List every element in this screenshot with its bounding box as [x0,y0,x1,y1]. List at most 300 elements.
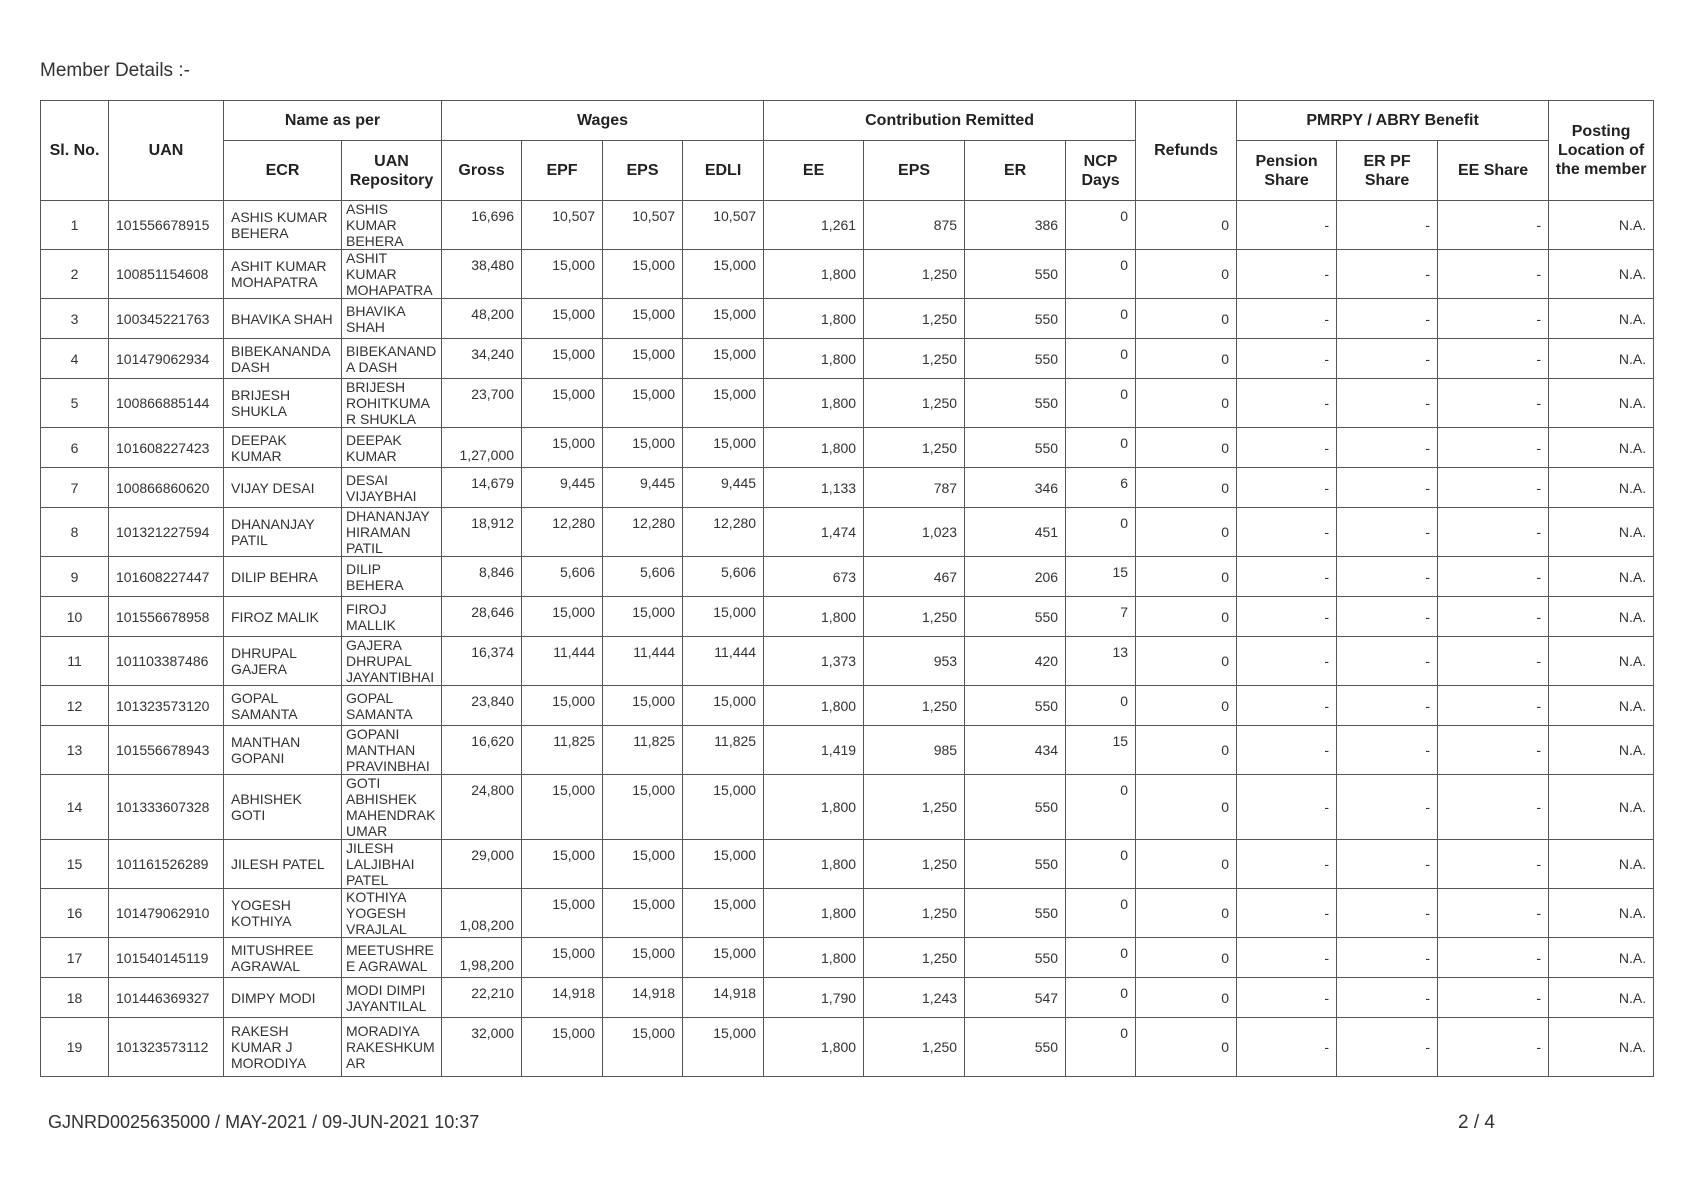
header-uan: UAN [109,101,224,201]
er-pf-share-cell: - [1337,840,1438,889]
ncp-days-cell: 0 [1066,250,1136,299]
table-row [41,726,1654,775]
posting-location-cell: N.A. [1549,938,1654,978]
ee-share-cell: - [1438,557,1549,597]
header-pmrpy-abry-benefit: PMRPY / ABRY Benefit [1237,101,1549,141]
refunds-cell: 0 [1136,637,1237,686]
posting-location-cell: N.A. [1549,840,1654,889]
edli-wages-cell: 15,000 [683,299,764,339]
er-pf-share-cell: - [1337,597,1438,637]
gross-wages-cell: 16,620 [442,726,522,775]
epf-wages-cell: 15,000 [522,840,603,889]
uan-cell: 101446369327 [109,978,224,1018]
table-row [41,840,1654,889]
uan-cell: 101321227594 [109,508,224,557]
ee-share-cell: - [1438,250,1549,299]
gross-wages-cell: 16,374 [442,637,522,686]
eps-wages-cell: 15,000 [603,840,683,889]
eps-contribution-cell: 1,250 [864,299,965,339]
refunds-cell: 0 [1136,557,1237,597]
sl-no-cell: 4 [41,339,109,379]
gross-wages-cell: 16,696 [442,201,522,250]
ee-share-cell: - [1438,840,1549,889]
header-ncp-days: NCP Days [1066,141,1136,201]
uan-cell: 100851154608 [109,250,224,299]
er-contribution-cell: 550 [965,889,1066,938]
table-row [41,978,1654,1018]
sl-no-cell: 12 [41,686,109,726]
posting-location-cell: N.A. [1549,379,1654,428]
posting-location-cell: N.A. [1549,726,1654,775]
uan-cell: 101608227447 [109,557,224,597]
ecr-name-cell: MANTHAN GOPANI [224,726,342,775]
er-pf-share-cell: - [1337,339,1438,379]
eps-wages-cell: 5,606 [603,557,683,597]
sl-no-cell: 6 [41,428,109,468]
ncp-days-cell: 0 [1066,379,1136,428]
edli-wages-cell: 5,606 [683,557,764,597]
epf-wages-cell: 14,918 [522,978,603,1018]
table-body [41,201,1654,1077]
uan-repository-name-cell: GAJERA DHRUPAL JAYANTIBHAI [342,637,442,686]
ncp-days-cell: 0 [1066,889,1136,938]
er-contribution-cell: 550 [965,379,1066,428]
refunds-cell: 0 [1136,468,1237,508]
er-contribution-cell: 420 [965,637,1066,686]
er-contribution-cell: 550 [965,938,1066,978]
uan-cell: 101556678915 [109,201,224,250]
uan-cell: 101479062934 [109,339,224,379]
ee-share-cell: - [1438,468,1549,508]
epf-wages-cell: 10,507 [522,201,603,250]
uan-cell: 101479062910 [109,889,224,938]
sl-no-cell: 13 [41,726,109,775]
pension-share-cell: - [1237,889,1337,938]
posting-location-cell: N.A. [1549,1018,1654,1077]
edli-wages-cell: 15,000 [683,597,764,637]
eps-contribution-cell: 1,250 [864,250,965,299]
sl-no-cell: 7 [41,468,109,508]
header-wages: Wages [442,101,764,141]
ee-contribution-cell: 1,800 [764,250,864,299]
epf-wages-cell: 15,000 [522,889,603,938]
header-er-pf-share: ER PF Share [1337,141,1438,201]
table-row [41,379,1654,428]
pension-share-cell: - [1237,775,1337,840]
er-contribution-cell: 550 [965,775,1066,840]
document-reference: GJNRD0025635000 / MAY-2021 / 09-JUN-2021 10:37 [48,1112,480,1132]
ncp-days-cell: 0 [1066,938,1136,978]
posting-location-cell: N.A. [1549,201,1654,250]
posting-location-cell: N.A. [1549,428,1654,468]
gross-wages-cell: 24,800 [442,775,522,840]
er-pf-share-cell: - [1337,557,1438,597]
eps-wages-cell: 15,000 [603,250,683,299]
header-gross: Gross [442,141,522,201]
ee-contribution-cell: 1,373 [764,637,864,686]
er-contribution-cell: 550 [965,686,1066,726]
sl-no-cell: 1 [41,201,109,250]
ee-share-cell: - [1438,299,1549,339]
refunds-cell: 0 [1136,508,1237,557]
ee-contribution-cell: 1,800 [764,889,864,938]
table-row [41,1018,1654,1077]
refunds-cell: 0 [1136,889,1237,938]
ee-share-cell: - [1438,428,1549,468]
pension-share-cell: - [1237,840,1337,889]
eps-contribution-cell: 1,250 [864,840,965,889]
header-ee: EE [764,141,864,201]
table-row [41,299,1654,339]
eps-contribution-cell: 1,243 [864,978,965,1018]
ncp-days-cell: 0 [1066,978,1136,1018]
header-name-as-per: Name as per [224,101,442,141]
ncp-days-cell: 0 [1066,201,1136,250]
ncp-days-cell: 6 [1066,468,1136,508]
refunds-cell: 0 [1136,840,1237,889]
eps-wages-cell: 15,000 [603,686,683,726]
eps-contribution-cell: 1,250 [864,889,965,938]
eps-contribution-cell: 985 [864,726,965,775]
edli-wages-cell: 15,000 [683,250,764,299]
gross-wages-cell: 8,846 [442,557,522,597]
edli-wages-cell: 12,280 [683,508,764,557]
gross-wages-cell: 1,08,200 [442,889,522,938]
epf-wages-cell: 15,000 [522,686,603,726]
eps-wages-cell: 9,445 [603,468,683,508]
posting-location-cell: N.A. [1549,339,1654,379]
ee-contribution-cell: 1,800 [764,379,864,428]
sl-no-cell: 17 [41,938,109,978]
eps-contribution-cell: 1,250 [864,686,965,726]
sl-no-cell: 8 [41,508,109,557]
edli-wages-cell: 11,825 [683,726,764,775]
er-contribution-cell: 434 [965,726,1066,775]
ee-contribution-cell: 1,800 [764,840,864,889]
er-contribution-cell: 550 [965,840,1066,889]
er-pf-share-cell: - [1337,299,1438,339]
eps-contribution-cell: 1,250 [864,428,965,468]
pension-share-cell: - [1237,1018,1337,1077]
table-row [41,468,1654,508]
pension-share-cell: - [1237,938,1337,978]
ecr-name-cell: ABHISHEK GOTI [224,775,342,840]
gross-wages-cell: 29,000 [442,840,522,889]
posting-location-cell: N.A. [1549,686,1654,726]
header-refunds: Refunds [1136,101,1237,201]
epf-wages-cell: 15,000 [522,299,603,339]
er-pf-share-cell: - [1337,889,1438,938]
eps-wages-cell: 11,825 [603,726,683,775]
ee-share-cell: - [1438,686,1549,726]
uan-repository-name-cell: BIBEKANAND A DASH [342,339,442,379]
er-contribution-cell: 550 [965,339,1066,379]
header-contribution-eps: EPS [864,141,965,201]
gross-wages-cell: 18,912 [442,508,522,557]
sl-no-cell: 10 [41,597,109,637]
ee-contribution-cell: 1,800 [764,1018,864,1077]
eps-contribution-cell: 1,250 [864,1018,965,1077]
ecr-name-cell: DHRUPAL GAJERA [224,637,342,686]
eps-wages-cell: 15,000 [603,299,683,339]
refunds-cell: 0 [1136,428,1237,468]
header-ee-share: EE Share [1438,141,1549,201]
uan-cell: 101161526289 [109,840,224,889]
er-pf-share-cell: - [1337,775,1438,840]
table-row [41,508,1654,557]
gross-wages-cell: 22,210 [442,978,522,1018]
posting-location-cell: N.A. [1549,597,1654,637]
ee-contribution-cell: 1,800 [764,775,864,840]
posting-location-cell: N.A. [1549,557,1654,597]
posting-location-cell: N.A. [1549,775,1654,840]
epf-wages-cell: 11,444 [522,637,603,686]
edli-wages-cell: 14,918 [683,978,764,1018]
eps-wages-cell: 15,000 [603,428,683,468]
er-pf-share-cell: - [1337,508,1438,557]
epf-wages-cell: 15,000 [522,250,603,299]
member-details-table [40,100,1654,1077]
pension-share-cell: - [1237,428,1337,468]
uan-repository-name-cell: DILIP BEHERA [342,557,442,597]
uan-repository-name-cell: BRIJESH ROHITKUMA R SHUKLA [342,379,442,428]
edli-wages-cell: 15,000 [683,428,764,468]
uan-cell: 100866885144 [109,379,224,428]
epf-wages-cell: 15,000 [522,938,603,978]
er-contribution-cell: 547 [965,978,1066,1018]
header-eps: EPS [603,141,683,201]
gross-wages-cell: 14,679 [442,468,522,508]
refunds-cell: 0 [1136,1018,1237,1077]
ee-share-cell: - [1438,339,1549,379]
sl-no-cell: 15 [41,840,109,889]
ee-share-cell: - [1438,775,1549,840]
eps-contribution-cell: 467 [864,557,965,597]
uan-repository-name-cell: MEETUSHRE E AGRAWAL [342,938,442,978]
sl-no-cell: 18 [41,978,109,1018]
edli-wages-cell: 15,000 [683,379,764,428]
eps-wages-cell: 10,507 [603,201,683,250]
table-row [41,250,1654,299]
uan-repository-name-cell: DHANANJAY HIRAMAN PATIL [342,508,442,557]
pension-share-cell: - [1237,557,1337,597]
ecr-name-cell: DIMPY MODI [224,978,342,1018]
sl-no-cell: 3 [41,299,109,339]
posting-location-cell: N.A. [1549,637,1654,686]
er-pf-share-cell: - [1337,1018,1438,1077]
ncp-days-cell: 15 [1066,557,1136,597]
ee-contribution-cell: 1,800 [764,938,864,978]
ncp-days-cell: 0 [1066,686,1136,726]
pension-share-cell: - [1237,686,1337,726]
table-row [41,686,1654,726]
gross-wages-cell: 38,480 [442,250,522,299]
eps-wages-cell: 11,444 [603,637,683,686]
epf-wages-cell: 15,000 [522,1018,603,1077]
er-pf-share-cell: - [1337,938,1438,978]
header-ecr: ECR [224,141,342,201]
sl-no-cell: 11 [41,637,109,686]
eps-wages-cell: 15,000 [603,889,683,938]
ecr-name-cell: VIJAY DESAI [224,468,342,508]
pension-share-cell: - [1237,339,1337,379]
uan-repository-name-cell: GOTI ABHISHEK MAHENDRAK UMAR [342,775,442,840]
ecr-name-cell: ASHIS KUMAR BEHERA [224,201,342,250]
header-er: ER [965,141,1066,201]
sl-no-cell: 9 [41,557,109,597]
uan-repository-name-cell: FIROJ MALLIK [342,597,442,637]
refunds-cell: 0 [1136,686,1237,726]
uan-repository-name-cell: MORADIYA RAKESHKUM AR [342,1018,442,1077]
ee-contribution-cell: 1,800 [764,428,864,468]
header-pension-share: Pension Share [1237,141,1337,201]
eps-wages-cell: 15,000 [603,339,683,379]
ee-share-cell: - [1438,597,1549,637]
uan-repository-name-cell: KOTHIYA YOGESH VRAJLAL [342,889,442,938]
eps-contribution-cell: 1,250 [864,379,965,428]
ee-share-cell: - [1438,508,1549,557]
uan-cell: 100345221763 [109,299,224,339]
epf-wages-cell: 15,000 [522,379,603,428]
ncp-days-cell: 7 [1066,597,1136,637]
table-row [41,938,1654,978]
edli-wages-cell: 15,000 [683,775,764,840]
posting-location-cell: N.A. [1549,468,1654,508]
er-contribution-cell: 550 [965,1018,1066,1077]
epf-wages-cell: 15,000 [522,775,603,840]
ncp-days-cell: 15 [1066,726,1136,775]
eps-contribution-cell: 1,250 [864,775,965,840]
gross-wages-cell: 48,200 [442,299,522,339]
eps-contribution-cell: 875 [864,201,965,250]
edli-wages-cell: 11,444 [683,637,764,686]
ecr-name-cell: RAKESH KUMAR J MORODIYA [224,1018,342,1077]
pension-share-cell: - [1237,637,1337,686]
eps-contribution-cell: 1,250 [864,339,965,379]
ncp-days-cell: 0 [1066,339,1136,379]
ecr-name-cell: BRIJESH SHUKLA [224,379,342,428]
ee-share-cell: - [1438,978,1549,1018]
ee-share-cell: - [1438,637,1549,686]
epf-wages-cell: 15,000 [522,339,603,379]
er-contribution-cell: 550 [965,299,1066,339]
ecr-name-cell: BIBEKANANDA DASH [224,339,342,379]
pension-share-cell: - [1237,726,1337,775]
pension-share-cell: - [1237,508,1337,557]
eps-contribution-cell: 953 [864,637,965,686]
uan-repository-name-cell: GOPAL SAMANTA [342,686,442,726]
ecr-name-cell: FIROZ MALIK [224,597,342,637]
uan-repository-name-cell: DESAI VIJAYBHAI [342,468,442,508]
eps-wages-cell: 14,918 [603,978,683,1018]
refunds-cell: 0 [1136,201,1237,250]
refunds-cell: 0 [1136,339,1237,379]
er-contribution-cell: 206 [965,557,1066,597]
table-row [41,889,1654,938]
er-pf-share-cell: - [1337,686,1438,726]
table-row [41,775,1654,840]
header-posting-location: Posting Location of the member [1549,101,1654,201]
sl-no-cell: 14 [41,775,109,840]
er-contribution-cell: 550 [965,597,1066,637]
epf-wages-cell: 5,606 [522,557,603,597]
posting-location-cell: N.A. [1549,978,1654,1018]
edli-wages-cell: 15,000 [683,938,764,978]
eps-wages-cell: 15,000 [603,379,683,428]
ecr-name-cell: DHANANJAY PATIL [224,508,342,557]
sl-no-cell: 5 [41,379,109,428]
header-edli: EDLI [683,141,764,201]
ecr-name-cell: GOPAL SAMANTA [224,686,342,726]
ee-contribution-cell: 1,474 [764,508,864,557]
table-row [41,201,1654,250]
ee-share-cell: - [1438,1018,1549,1077]
refunds-cell: 0 [1136,726,1237,775]
ncp-days-cell: 0 [1066,428,1136,468]
gross-wages-cell: 1,27,000 [442,428,522,468]
ncp-days-cell: 13 [1066,637,1136,686]
refunds-cell: 0 [1136,978,1237,1018]
ee-share-cell: - [1438,889,1549,938]
posting-location-cell: N.A. [1549,250,1654,299]
ecr-name-cell: JILESH PATEL [224,840,342,889]
ee-contribution-cell: 1,261 [764,201,864,250]
refunds-cell: 0 [1136,775,1237,840]
uan-cell: 100866860620 [109,468,224,508]
ee-contribution-cell: 1,419 [764,726,864,775]
er-contribution-cell: 386 [965,201,1066,250]
edli-wages-cell: 15,000 [683,840,764,889]
er-pf-share-cell: - [1337,468,1438,508]
ecr-name-cell: BHAVIKA SHAH [224,299,342,339]
refunds-cell: 0 [1136,597,1237,637]
sl-no-cell: 2 [41,250,109,299]
header-uan-repository: UAN Repository [342,141,442,201]
er-pf-share-cell: - [1337,201,1438,250]
page-number: 2 / 4 [1458,1112,1495,1133]
sl-no-cell: 16 [41,889,109,938]
eps-wages-cell: 15,000 [603,597,683,637]
uan-cell: 101556678943 [109,726,224,775]
refunds-cell: 0 [1136,938,1237,978]
uan-cell: 101323573120 [109,686,224,726]
eps-contribution-cell: 787 [864,468,965,508]
uan-cell: 101556678958 [109,597,224,637]
uan-repository-name-cell: DEEPAK KUMAR [342,428,442,468]
posting-location-cell: N.A. [1549,889,1654,938]
epf-wages-cell: 15,000 [522,597,603,637]
uan-cell: 101323573112 [109,1018,224,1077]
posting-location-cell: N.A. [1549,299,1654,339]
header-contribution-remitted: Contribution Remitted [764,101,1136,141]
sl-no-cell: 19 [41,1018,109,1077]
ee-contribution-cell: 1,790 [764,978,864,1018]
uan-cell: 101540145119 [109,938,224,978]
ee-contribution-cell: 1,800 [764,686,864,726]
pension-share-cell: - [1237,978,1337,1018]
gross-wages-cell: 1,98,200 [442,938,522,978]
table-row [41,597,1654,637]
uan-repository-name-cell: ASHIS KUMAR BEHERA [342,201,442,250]
ncp-days-cell: 0 [1066,1018,1136,1077]
ecr-name-cell: MITUSHREE AGRAWAL [224,938,342,978]
ee-contribution-cell: 1,800 [764,299,864,339]
ecr-name-cell: YOGESH KOTHIYA [224,889,342,938]
er-contribution-cell: 550 [965,250,1066,299]
eps-wages-cell: 15,000 [603,938,683,978]
uan-repository-name-cell: BHAVIKA SHAH [342,299,442,339]
epf-wages-cell: 11,825 [522,726,603,775]
